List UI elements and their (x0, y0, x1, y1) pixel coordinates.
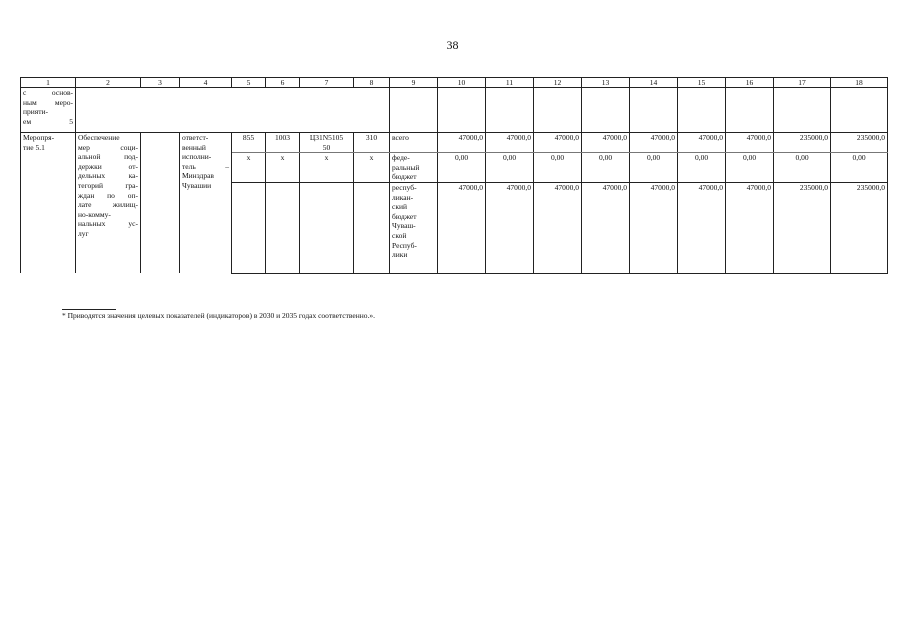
csr-cell (300, 182, 354, 273)
column-number: 1 (21, 78, 76, 88)
column-number: 5 (232, 78, 266, 88)
continuation-row (21, 88, 888, 133)
footnote: * Приводятся значения целевых показателей (индикаторов) в 2030 и 2035 годах соответственно.». (62, 311, 376, 320)
value-cell: 47000,0 (534, 182, 582, 273)
value-cell: 47000,0 (630, 182, 678, 273)
budget-table (20, 77, 888, 274)
empty-cell (678, 88, 726, 133)
value-cell: 47000,0 (726, 133, 774, 153)
event-description: Обеспечение мер соци- альной под- держки от- дельных ка- тегорий гра- ждан по оп- лате жилищ- но-комму- нальных ус- луг (76, 133, 141, 274)
grbs-cell (232, 182, 266, 273)
event-name: Меропря- тие 5.1 (21, 133, 76, 274)
value-cell: 47000,0 (582, 133, 630, 153)
value-cell: 47000,0 (486, 133, 534, 153)
value-cell: 235000,0 (774, 182, 831, 273)
empty-cell (390, 88, 438, 133)
source-cell: феде- ральный бюджет (390, 153, 438, 183)
source-cell: респуб- ликан- ский бюджет Чуваш- ской Респуб- лики (390, 182, 438, 273)
value-cell: 0,00 (630, 153, 678, 183)
value-cell: 47000,0 (678, 182, 726, 273)
empty-cell (232, 88, 266, 133)
footnote-divider (62, 309, 116, 310)
grbs-cell: 855 (232, 133, 266, 153)
event-executor: ответст- венный исполни- тель – Минздрав Чувашии (180, 133, 232, 274)
empty-cell (180, 88, 232, 133)
value-cell: 235000,0 (774, 133, 831, 153)
empty-cell (534, 88, 582, 133)
column-number: 4 (180, 78, 232, 88)
vr-cell: x (354, 153, 390, 183)
grbs-cell: x (232, 153, 266, 183)
empty-cell (582, 88, 630, 133)
column-number: 15 (678, 78, 726, 88)
empty-cell (300, 88, 354, 133)
column-number: 11 (486, 78, 534, 88)
value-cell: 0,00 (678, 153, 726, 183)
vr-cell (354, 182, 390, 273)
column-number: 9 (390, 78, 438, 88)
value-cell: 235000,0 (831, 133, 888, 153)
empty-cell (438, 88, 486, 133)
value-cell: 0,00 (534, 153, 582, 183)
empty-cell (726, 88, 774, 133)
empty-cell (141, 88, 180, 133)
value-cell: 47000,0 (438, 133, 486, 153)
empty-cell (831, 88, 888, 133)
event-col3 (141, 133, 180, 274)
value-cell: 47000,0 (582, 182, 630, 273)
value-cell: 0,00 (582, 153, 630, 183)
table-row (21, 133, 888, 153)
rzpr-cell: x (266, 153, 300, 183)
column-number-row (21, 78, 888, 88)
value-cell: 47000,0 (486, 182, 534, 273)
value-cell: 0,00 (438, 153, 486, 183)
column-number: 2 (76, 78, 141, 88)
rzpr-cell (266, 182, 300, 273)
column-number: 8 (354, 78, 390, 88)
value-cell: 47000,0 (438, 182, 486, 273)
value-cell: 0,00 (831, 153, 888, 183)
empty-cell (774, 88, 831, 133)
value-cell: 0,00 (726, 153, 774, 183)
csr-cell: Ц31N5105 50 (300, 133, 354, 153)
continuation-text: с основ- ным меро- прияти- ем 5 (21, 88, 76, 133)
value-cell: 47000,0 (630, 133, 678, 153)
value-cell: 235000,0 (831, 182, 888, 273)
column-number: 18 (831, 78, 888, 88)
value-cell: 47000,0 (678, 133, 726, 153)
empty-cell (266, 88, 300, 133)
empty-cell (76, 88, 141, 133)
column-number: 10 (438, 78, 486, 88)
value-cell: 47000,0 (534, 133, 582, 153)
column-number: 12 (534, 78, 582, 88)
page-number: 38 (446, 38, 459, 52)
value-cell: 0,00 (774, 153, 831, 183)
column-number: 16 (726, 78, 774, 88)
value-cell: 0,00 (486, 153, 534, 183)
column-number: 3 (141, 78, 180, 88)
column-number: 13 (582, 78, 630, 88)
value-cell: 47000,0 (726, 182, 774, 273)
empty-cell (486, 88, 534, 133)
empty-cell (630, 88, 678, 133)
column-number: 17 (774, 78, 831, 88)
column-number: 14 (630, 78, 678, 88)
csr-cell: x (300, 153, 354, 183)
empty-cell (354, 88, 390, 133)
source-cell: всего (390, 133, 438, 153)
rzpr-cell: 1003 (266, 133, 300, 153)
column-number: 7 (300, 78, 354, 88)
column-number: 6 (266, 78, 300, 88)
vr-cell: 310 (354, 133, 390, 153)
